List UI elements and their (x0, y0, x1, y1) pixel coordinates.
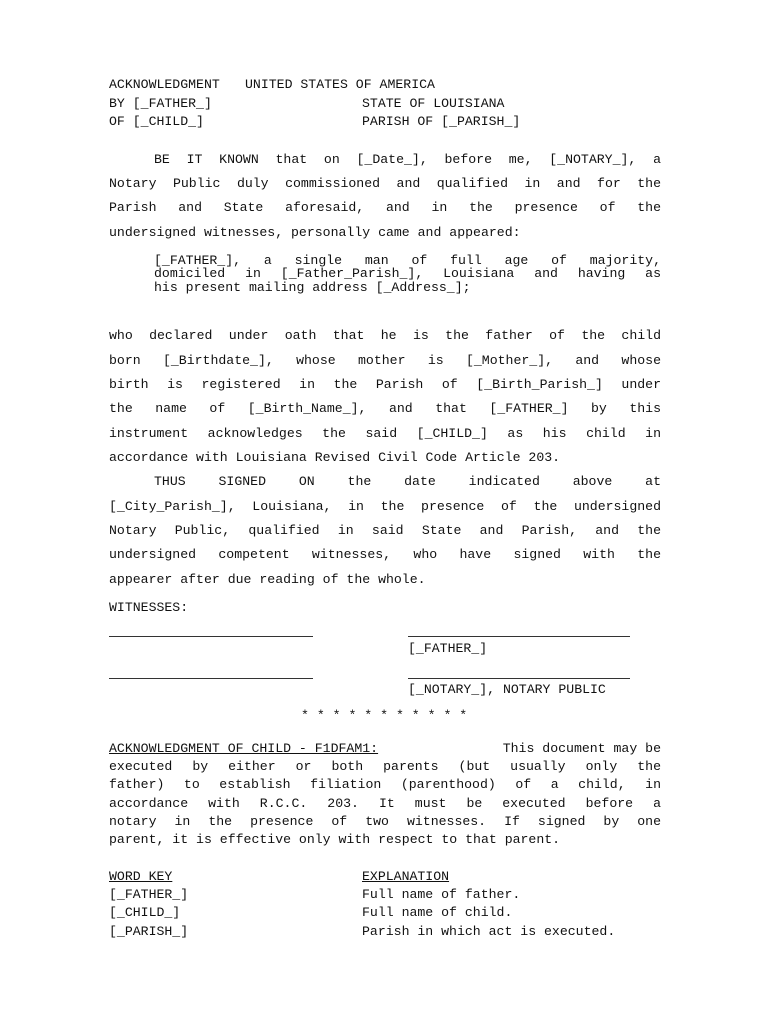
word-key-term: [_FATHER_] (109, 887, 189, 902)
appearer-line: domiciled in [_Father_Parish_], Louisiana and having as (154, 266, 661, 281)
witness-signature-line-2 (109, 678, 313, 679)
father-signature-line (408, 636, 630, 637)
word-key-term: [_PARISH_] (109, 924, 189, 939)
notes-line: parent, it is effective only with respect to that parent. (109, 832, 561, 847)
header-left-2: BY [_FATHER_] (109, 96, 212, 111)
intro-line: BE IT KNOWN that on [_Date_], before me, [_NOTARY_], a (154, 152, 661, 167)
notes-heading: ACKNOWLEDGMENT OF CHILD - F1DFAM1: (109, 741, 379, 756)
separator-stars: * * * * * * * * * * * (301, 708, 468, 723)
declaration-line: instrument acknowledges the said [_CHILD_] as his child in (109, 426, 661, 441)
witness-signature-line-1 (109, 636, 313, 637)
signed-line: Notary Public, qualified in said State and Parish, and the (109, 523, 661, 538)
intro-line: undersigned witnesses, personally came and appeared: (109, 225, 521, 240)
notes-line: father) to establish filiation (parenthood) of a child, in (109, 777, 661, 792)
header-right-1: UNITED STATES OF AMERICA (245, 77, 435, 92)
signed-line: [_City_Parish_], Louisiana, in the presence of the undersigned (109, 499, 661, 514)
intro-line: Notary Public duly commissioned and qualified in and for the (109, 176, 661, 191)
appearer-line: his present mailing address [_Address_]; (154, 280, 471, 295)
notes-line: This document may be (502, 741, 661, 756)
father-signature-label: [_FATHER_] (408, 641, 488, 656)
signed-line: appearer after due reading of the whole. (109, 572, 426, 587)
witnesses-label: WITNESSES: (109, 600, 189, 615)
declaration-line: the name of [_Birth_Name_], and that [_FATHER_] by this (109, 401, 661, 416)
notes-line: executed by either or both parents (but usually only the (109, 759, 661, 774)
notes-line: accordance with R.C.C. 203. It must be executed before a (109, 796, 661, 811)
declaration-line: who declared under oath that he is the father of the child (109, 328, 661, 343)
signed-line: undersigned competent witnesses, who have signed with the (109, 547, 661, 562)
declaration-line: birth is registered in the Parish of [_Birth_Parish_] under (109, 377, 661, 392)
word-key-explanation: Full name of child. (362, 905, 513, 920)
header-left-3: OF [_CHILD_] (109, 114, 204, 129)
signed-line: THUS SIGNED ON the date indicated above at (154, 474, 661, 489)
word-key-explanation: Full name of father. (362, 887, 521, 902)
declaration-line: accordance with Louisiana Revised Civil Code Article 203. (109, 450, 561, 465)
header-right-2: STATE OF LOUISIANA (362, 96, 505, 111)
explanation-header: EXPLANATION (362, 869, 450, 884)
word-key-term: [_CHILD_] (109, 905, 181, 920)
word-key-header: WORD KEY (109, 869, 173, 884)
intro-line: Parish and State aforesaid, and in the presence of the (109, 200, 661, 215)
word-key-explanation: Parish in which act is executed. (362, 924, 616, 939)
header-right-3: PARISH OF [_PARISH_] (362, 114, 521, 129)
notary-signature-line (408, 678, 630, 679)
header-left-1: ACKNOWLEDGMENT (109, 77, 220, 92)
notary-signature-label: [_NOTARY_], NOTARY PUBLIC (408, 682, 606, 697)
notes-line: notary in the presence of two witnesses. If signed by one (109, 814, 661, 829)
declaration-line: born [_Birthdate_], whose mother is [_Mother_], and whose (109, 353, 661, 368)
appearer-line: [_FATHER_], a single man of full age of majority, (154, 253, 661, 268)
